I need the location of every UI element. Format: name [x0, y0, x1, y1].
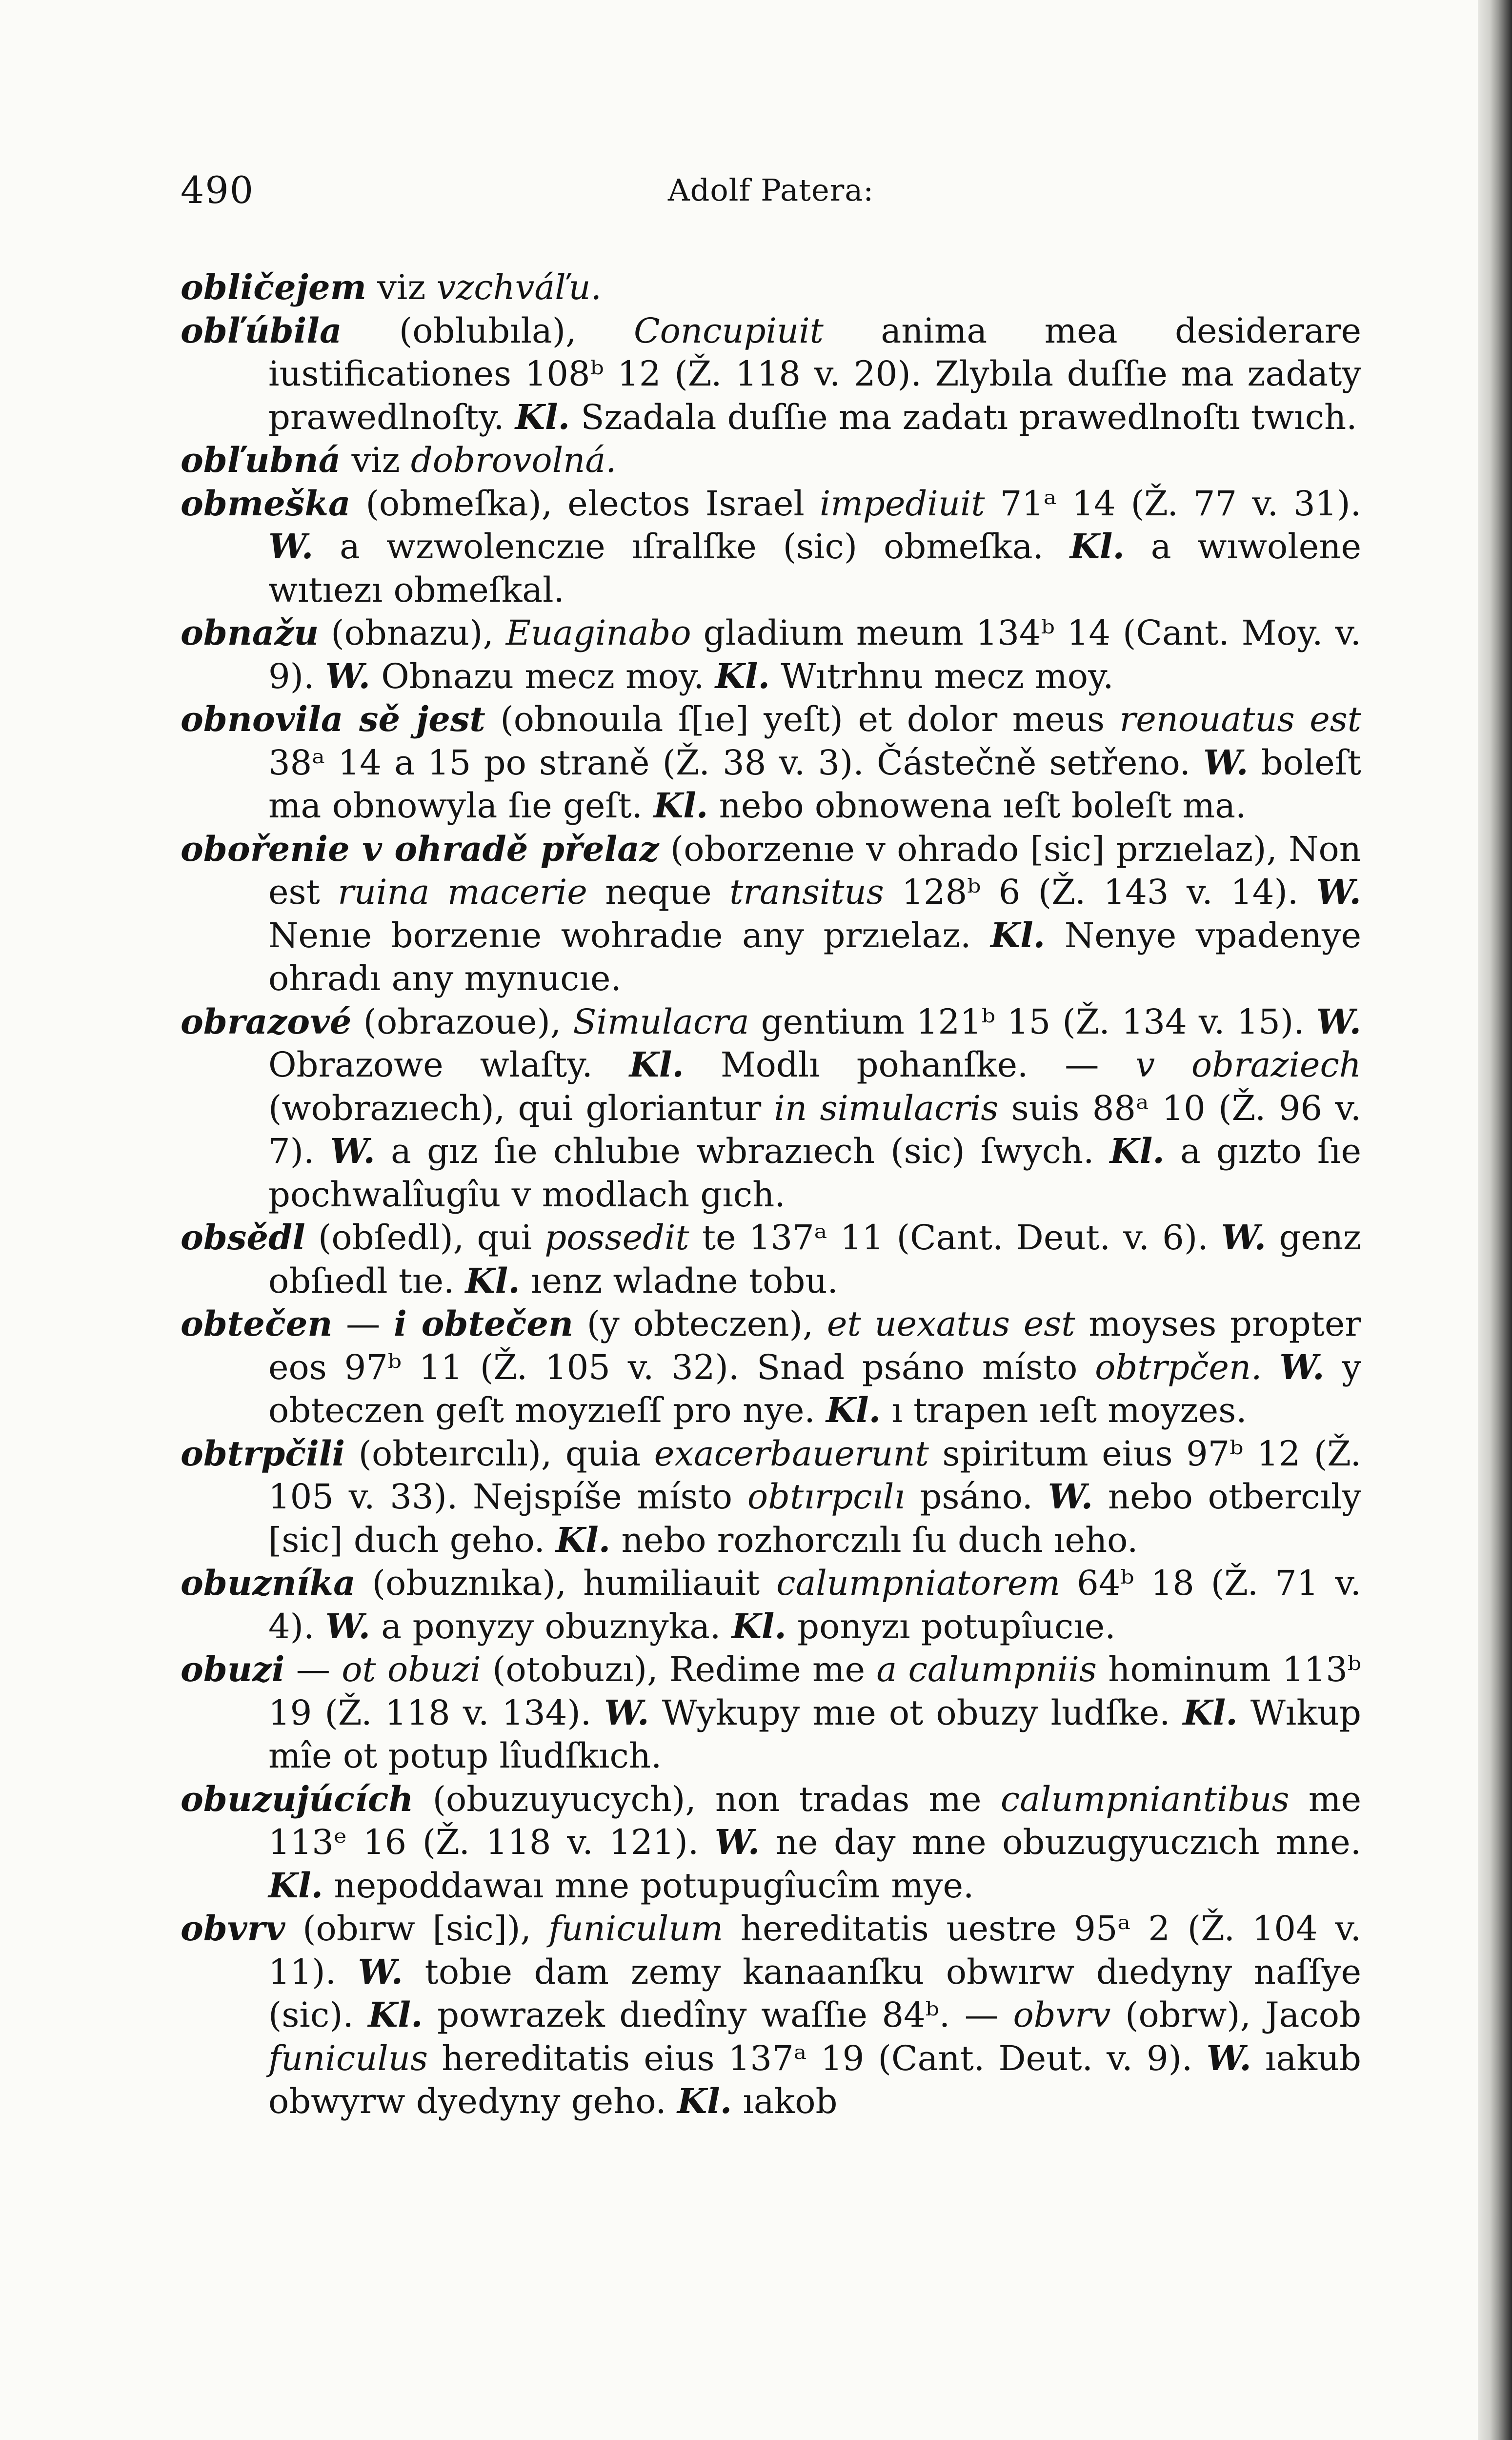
- dictionary-entry: [181, 1216, 1361, 1302]
- page-edge-shadow: [1478, 0, 1512, 2440]
- entry-headword: obrazové: [181, 1001, 352, 1042]
- latin-quote: calumpniatorem: [776, 1563, 1061, 1603]
- entry-text: a gızto ſıe pochwalîugîu v modlach gıch.: [268, 1131, 1361, 1215]
- latin-quote: renouatus est: [1119, 699, 1361, 739]
- latin-quote: funiculum: [548, 1909, 724, 1949]
- source-siglum: Kl.: [715, 655, 770, 696]
- entry-text: psáno.: [905, 1477, 1048, 1517]
- source-siglum: Kl.: [826, 1390, 881, 1430]
- source-siglum: Kl.: [677, 2081, 732, 2121]
- latin-quote: transitus: [729, 872, 884, 912]
- entry-text: (obuzuyucych), non tradas me: [413, 1779, 1001, 1819]
- entry-text: [1262, 1347, 1279, 1387]
- entry-text: (oborzenıe v ohrado [sic] przıelaz), Non est: [268, 829, 1361, 912]
- latin-quote: possedit: [544, 1218, 689, 1258]
- source-siglum: Kl.: [990, 915, 1046, 956]
- entry-text: Wıtrhnu mecz moy.: [769, 656, 1114, 696]
- entry-text: (y obteczen),: [573, 1304, 827, 1344]
- entry-headword: obvrv: [181, 1908, 285, 1949]
- latin-quote: obtrpčen.: [1095, 1347, 1262, 1387]
- source-siglum: W.: [1203, 742, 1249, 783]
- source-siglum: Kl.: [556, 1519, 611, 1560]
- source-siglum: W.: [1048, 1476, 1093, 1517]
- entry-text: nepoddawaı mne potupugîucîm mye.: [323, 1865, 974, 1906]
- entry-text: gentium 121ᵇ 15 (Ž. 134 v. 15).: [749, 1001, 1316, 1042]
- latin-quote: Concupiuit: [633, 310, 824, 351]
- entry-text: —: [332, 1304, 394, 1344]
- dictionary-entry: [181, 1000, 1361, 1217]
- source-siglum: Kl.: [731, 1606, 786, 1647]
- latin-quote: ruina macerie: [338, 872, 587, 912]
- source-siglum: Kl.: [1069, 526, 1125, 567]
- entry-text: (obſedl), qui: [305, 1218, 545, 1258]
- latin-quote: v obraziech: [1135, 1045, 1361, 1085]
- entry-text: (wobrazıech), qui gloriantur: [268, 1088, 774, 1128]
- source-siglum: Kl.: [368, 1994, 423, 2035]
- page-number: 490: [181, 168, 255, 212]
- latin-quote: obtırpcılı: [747, 1477, 905, 1517]
- entry-text: (otobuzı), Redime me: [481, 1649, 877, 1689]
- entry-text: spiritum eius 97ᵇ 12 (Ž. 105 v. 33). Nejspíše místo: [268, 1433, 1361, 1517]
- dictionary-entry: [181, 1432, 1361, 1562]
- source-siglum: W.: [1316, 1001, 1361, 1042]
- dictionary-body: [181, 266, 1361, 2123]
- latin-quote: exacerbauerunt: [654, 1433, 929, 1474]
- entry-text: viz: [341, 440, 411, 480]
- entry-text: me 113ᵉ 16 (Ž. 118 v. 121).: [268, 1779, 1361, 1862]
- entry-text: ne day mne obuzugyuczıch mne.: [760, 1822, 1361, 1862]
- latin-quote: dobrovolná.: [410, 440, 617, 480]
- entry-text: nebo otbercıly [sic] duch geho.: [268, 1477, 1361, 1560]
- source-siglum: W.: [604, 1692, 649, 1733]
- source-siglum: Kl.: [268, 1865, 323, 1906]
- entry-text: gladium meum 134ᵇ 14 (Cant. Moy. v. 9).: [268, 613, 1361, 696]
- source-siglum: W.: [268, 526, 314, 567]
- entry-text: (obmeſka), electos Israel: [350, 483, 820, 524]
- entry-text: ıakob: [732, 2081, 838, 2121]
- source-siglum: W.: [1221, 1217, 1267, 1258]
- entry-text: (oblubıla),: [342, 310, 634, 351]
- entry-text: (obteırcılı), quia: [345, 1433, 654, 1474]
- entry-text: Modlı pohanſke. —: [684, 1045, 1136, 1085]
- source-siglum: W.: [1279, 1346, 1325, 1387]
- entry-headword: obuzi: [181, 1649, 285, 1689]
- latin-quote: funiculus: [268, 2038, 428, 2078]
- entry-headword: obuzníka: [181, 1563, 356, 1603]
- entry-text: a wzwolenczıe ıſralſke (sic) obmeſka.: [313, 527, 1070, 567]
- source-siglum: W.: [325, 655, 370, 696]
- source-siglum: W.: [1206, 2037, 1251, 2078]
- entry-text: powrazek dıedîny waſſıe 84ᵇ. —: [423, 1995, 1013, 2035]
- entry-text: te 137ᵃ 11 (Cant. Deut. v. 6).: [689, 1218, 1221, 1258]
- dictionary-entry: [181, 482, 1361, 612]
- entry-text: 71ᵃ 14 (Ž. 77 v. 31).: [985, 483, 1361, 524]
- dictionary-entry: [181, 1648, 1361, 1778]
- latin-quote: impediuit: [819, 483, 985, 524]
- entry-text: boleſt ma obnowyla ſıe geſt.: [268, 742, 1361, 826]
- dictionary-entry: [181, 439, 1361, 482]
- entry-text: hereditatis eius 137ᵃ 19 (Cant. Deut. v. 9).: [428, 2038, 1207, 2078]
- entry-text: (obrazoue),: [351, 1001, 573, 1042]
- source-siglum: W.: [1316, 872, 1361, 912]
- entry-headword: obuzujúcích: [181, 1778, 414, 1819]
- dictionary-entry: [181, 1907, 1361, 2123]
- entry-text: suis 88ᵃ 10 (Ž. 96 v. 7).: [268, 1088, 1362, 1171]
- entry-headword: obľubná: [181, 440, 341, 480]
- entry-headword: obličejem: [181, 267, 366, 307]
- latin-quote: Euaginabo: [505, 613, 691, 653]
- entry-headword: i obtečen: [394, 1303, 573, 1344]
- dictionary-entry: [181, 698, 1361, 828]
- entry-text: (obnouıla ſ[ıe] yeſt) et dolor meus: [485, 699, 1120, 739]
- dictionary-entry: [181, 309, 1361, 439]
- entry-text: (obuznıka), humiliauit: [355, 1563, 777, 1603]
- entry-text: tobıe dam zemy kanaanſku obwırw dıedyny naſſye (sic).: [268, 1952, 1361, 2035]
- entry-text: y obteczen geſt moyzıeſſ pro nye.: [268, 1347, 1362, 1430]
- entry-headword: obsědl: [181, 1217, 305, 1258]
- entry-text: Wıkup mîe ot potup lîudſkıch.: [268, 1692, 1361, 1776]
- entry-text: genz obſıedl tıe.: [268, 1218, 1361, 1301]
- source-siglum: Kl.: [1183, 1692, 1238, 1733]
- entry-text: 128ᵇ 6 (Ž. 143 v. 14).: [884, 872, 1316, 912]
- latin-quote: vzchváľu.: [436, 267, 602, 307]
- source-siglum: Kl.: [465, 1260, 520, 1301]
- latin-quote: et uexatus est: [827, 1304, 1075, 1344]
- entry-text: ı trapen ıeſt moyzes.: [881, 1390, 1247, 1430]
- source-siglum: Kl.: [1109, 1131, 1165, 1171]
- latin-quote: obvrv: [1013, 1995, 1111, 2035]
- entry-headword: obnovila sě jest: [181, 699, 485, 739]
- latin-quote: ot obuzi: [342, 1649, 481, 1689]
- entry-headword: obnažu: [181, 612, 319, 653]
- dictionary-entry: [181, 828, 1361, 1000]
- entry-text: a gız ſıe chlubıe wbrazıech (sic) ſwych.: [375, 1131, 1110, 1171]
- source-siglum: W.: [714, 1822, 760, 1862]
- entry-text: ponyzı potupîucıe.: [786, 1606, 1116, 1647]
- source-siglum: Kl.: [515, 396, 570, 437]
- entry-headword: obořenie v ohradě přelaz: [181, 828, 659, 869]
- entry-text: (obırw [sic]),: [285, 1909, 549, 1949]
- entry-text: nebo obnowena ıeſt boleſt ma.: [708, 786, 1247, 826]
- entry-text: ıakub obwyrw dyedyny geho.: [268, 2038, 1361, 2121]
- entry-text: (obnazu),: [319, 613, 506, 653]
- entry-text: hominum 113ᵇ 19 (Ž. 118 v. 134).: [268, 1649, 1361, 1733]
- page-header: [181, 168, 1361, 227]
- entry-text: —: [284, 1649, 342, 1689]
- source-siglum: Kl.: [653, 785, 708, 826]
- entry-text: anima mea desiderare iustificationes 108ᵇ 12 (Ž. 118 v. 20). Zlybıla duſſıe ma zadaty prawedlnoſty.: [268, 310, 1361, 437]
- running-head: Adolf Patera:: [667, 172, 874, 208]
- dictionary-entry: [181, 1302, 1361, 1432]
- latin-quote: a calumpniis: [876, 1649, 1097, 1689]
- latin-quote: Simulacra: [573, 1001, 749, 1042]
- entry-text: Nenye vpadenye ohradı any mynucıe.: [268, 915, 1362, 998]
- entry-text: neque: [587, 872, 730, 912]
- entry-text: Nenıe borzenıe wohradıe any przıelaz.: [268, 915, 991, 956]
- entry-headword: obmeška: [181, 483, 351, 524]
- entry-text: nebo rozhorczılı ſu duch ıeho.: [610, 1520, 1138, 1560]
- entry-headword: obľúbila: [181, 310, 342, 351]
- entry-text: a wıwolene wıtıezı obmeſkal.: [268, 527, 1361, 610]
- entry-text: Wykupy mıe ot obuzy ludſke.: [649, 1692, 1183, 1733]
- entry-text: (obrw), Jacob: [1110, 1995, 1361, 2035]
- latin-quote: in simulacris: [774, 1088, 999, 1128]
- dictionary-entry: [181, 611, 1361, 698]
- entry-headword: obtečen: [181, 1303, 333, 1344]
- dictionary-entry: [181, 1562, 1361, 1648]
- entry-text: viz: [366, 267, 437, 307]
- dictionary-entry: [181, 1778, 1361, 1908]
- entry-text: Szadala duſſıe ma zadatı prawedlnoſtı twıch.: [570, 397, 1357, 437]
- entry-text: Obnazu mecz moy.: [370, 656, 715, 696]
- entry-text: a ponyzy obuznyka.: [370, 1606, 732, 1647]
- entry-text: hereditatis uestre 95ᵃ 2 (Ž. 104 v. 11).: [268, 1909, 1361, 1992]
- entry-text: Obrazowe wlaſty.: [268, 1045, 629, 1085]
- source-siglum: Kl.: [629, 1044, 684, 1085]
- entry-headword: obtrpčili: [181, 1433, 345, 1474]
- dictionary-entry: [181, 266, 1361, 309]
- source-siglum: W.: [330, 1131, 375, 1171]
- source-siglum: W.: [358, 1951, 403, 1992]
- entry-text: ıenz wladne tobu.: [520, 1261, 838, 1301]
- source-siglum: W.: [325, 1606, 370, 1647]
- entry-text: 38ᵃ 14 a 15 po straně (Ž. 38 v. 3). Částečně setřeno.: [268, 742, 1204, 783]
- latin-quote: calumpniantibus: [1000, 1779, 1290, 1819]
- entry-text: 64ᵇ 18 (Ž. 71 v. 4).: [268, 1563, 1361, 1647]
- entry-text: moyses propter eos 97ᵇ 11 (Ž. 105 v. 32). Snad psáno místo: [268, 1304, 1361, 1387]
